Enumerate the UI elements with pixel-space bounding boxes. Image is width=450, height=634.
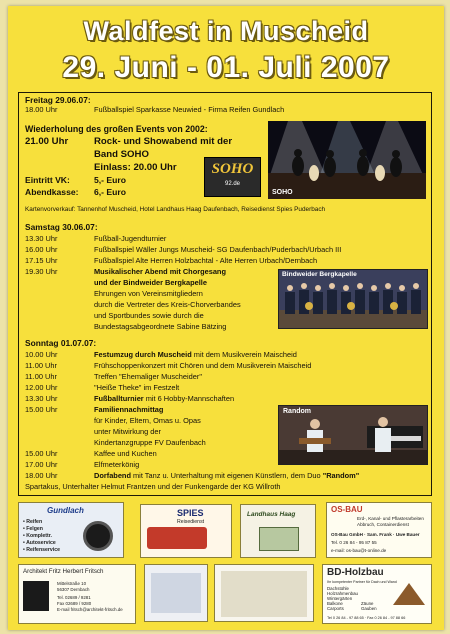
bd-item-5: Carports <box>327 606 344 611</box>
entry-price: 5,- Euro <box>94 175 126 185</box>
sat-cont-5: Bundestagsabgeordnete Sabine Bätzing <box>94 322 227 331</box>
saturday-heading: Samstag 30.06.07: <box>25 222 98 232</box>
soho-logo-sub: 92.de <box>224 181 240 187</box>
ad-architect <box>18 564 136 624</box>
friday-event: Fußballspiel Sparkasse Neuwied - Firma Reifen Gundlach <box>94 105 285 114</box>
gundlach-item-3: • Komplettr. <box>23 533 52 539</box>
poster-dates: 29. Juni - 01. Juli 2007 <box>62 51 390 84</box>
band-group-photo <box>278 269 428 329</box>
ad-gundlach <box>18 502 124 558</box>
architect-name: Architekt Fritz Herbert Fritsch <box>23 568 104 575</box>
sun-event-5 <box>94 395 234 404</box>
architect-line-3: Tel. 02689 / 9281 <box>57 595 91 600</box>
poster-title: Waldfest in Muscheid <box>83 16 369 46</box>
sun-time-7: 15.00 Uhr <box>25 449 58 458</box>
os-bau-line-4: Tel. 0 26 84 - 95 87 55 <box>331 540 377 545</box>
soho-logo-text: SOHO <box>211 161 254 177</box>
sun-fam-2: unter Mitwirkung der <box>94 427 161 436</box>
soho-photo-caption: SOHO <box>272 189 293 196</box>
sat-cont-1: und der Bindweider Bergkapelle <box>94 278 207 287</box>
landhaus-name: Landhaus Haag <box>247 511 296 518</box>
sun-event-5-rest: mit 6 Hobby-Mannschaften <box>143 394 235 403</box>
sun-time-4: 12.00 Uhr <box>25 383 58 392</box>
sun-event-1-rest: mit dem Musikverein Maischeid <box>191 350 297 359</box>
presale-info: Kartenvorverkauf: Tannenhof Muscheid, Hotel Landhaus Haag Daufenbach, Reisedienst Spies Puderbach <box>25 206 326 213</box>
bd-contact: Tel 0 26 84 - 97 88 65 · Fax 0 26 84 - 97 88 66 <box>327 616 406 620</box>
os-bau-line-3: OS-Bau GmbH · Sam. Frank · Uwe Bauer <box>331 532 420 537</box>
sat-event-2: Fußballspiel Wäller Jungs Muscheid- SG Daufenbach/Puderbach/Urbach III <box>94 245 342 254</box>
sunday-heading: Sonntag 01.07.07: <box>25 338 97 348</box>
bd-holzbau-sub: Ihr kompetenter Partner für Dach und Wand <box>327 580 397 584</box>
friday-heading: Freitag 29.06.07: <box>25 95 91 105</box>
repeat-line1: Rock- und Showabend mit der <box>94 136 233 147</box>
bd-item-4: Balkone <box>327 601 343 606</box>
soho-logo <box>204 157 261 197</box>
architect-line-4: Fax 02689 / 9280 <box>57 601 92 606</box>
repeat-line2: Band SOHO <box>94 149 149 160</box>
sat-time-2: 16.00 Uhr <box>25 245 58 254</box>
sun-time-1: 10.00 Uhr <box>25 350 58 359</box>
sun-event-2: Frühschoppenkonzert mit Chören und dem Musikverein Maischeid <box>94 361 312 370</box>
sun-event-4: "Heiße Theke" im Festzelt <box>94 383 180 392</box>
ad-bd-holzbau <box>322 564 432 624</box>
ad-small-2-graphic <box>221 571 307 617</box>
os-bau-line-1: Erd-, Kanal- und Pflasterarbeiten <box>357 516 424 521</box>
ad-small-1 <box>144 564 208 622</box>
sun-event-9 <box>94 472 359 481</box>
stage-lights-graphic <box>268 121 426 199</box>
band-group-graphic <box>279 270 427 328</box>
sun-time-8: 17.00 Uhr <box>25 460 58 469</box>
os-bau-line-5: e-mail: os-bau@t-online.de <box>331 548 387 553</box>
sun-fam-3: Kindertanzgruppe FV Daufenbach <box>94 438 206 447</box>
box-office-label: Abendkasse: <box>25 187 79 197</box>
sponsor-ads <box>18 502 432 624</box>
ad-spies <box>140 504 232 558</box>
architect-line-2: 56307 Dernbach <box>57 587 90 592</box>
sat-cont-4: und Sportbundes sowie durch die <box>94 311 204 320</box>
sun-time-6: 15.00 Uhr <box>25 405 58 414</box>
sun-time-5: 13.30 Uhr <box>25 394 58 403</box>
repeat-line3: Einlass: 20.00 Uhr <box>94 162 177 173</box>
gundlach-item-5: • Reifenservice <box>23 547 60 553</box>
sat-time-1: 13.30 Uhr <box>25 234 58 243</box>
sun-event-9-line2: Spartakus, Unterhalter Helmut Frantzen und der Funkengarde der KG Willroth <box>25 482 281 491</box>
sat-event-1: Fußball-Jugendturnier <box>94 234 167 243</box>
repeat-heading: Wiederholung des großen Events von 2002: <box>25 124 208 134</box>
gundlach-name: Gundlach <box>47 506 84 515</box>
sun-event-5-bold: Fußballturnier <box>94 394 144 403</box>
sun-time-9: 18.00 Uhr <box>25 471 58 480</box>
sat-time-4: 19.30 Uhr <box>25 267 58 276</box>
bd-holzbau-name: BD-Holzbau <box>327 567 384 578</box>
tire-icon <box>83 521 113 551</box>
duo-random-photo <box>278 405 428 465</box>
bd-item-3: Wintergärten <box>327 596 353 601</box>
sun-event-6: Familiennachmittag <box>94 405 164 414</box>
bus-icon <box>147 527 207 549</box>
entry-label: Eintritt VK: <box>25 175 70 185</box>
sun-event-1 <box>94 351 297 360</box>
house-icon <box>259 527 299 551</box>
spies-sub: Reisedienst <box>177 519 205 525</box>
gundlach-item-4: • Autoservice <box>23 540 56 546</box>
gundlach-item-1: • Reifen <box>23 519 43 525</box>
bd-item-2: Holzrahmenbau <box>327 591 358 596</box>
sun-event-3: Treffen "Ehemaliger Muscheider" <box>94 372 202 381</box>
sat-cont-3: durch die Vertreter des Kreis-Chorverbandes <box>94 300 241 309</box>
duo-photo-caption: Random <box>283 408 311 415</box>
friday-time: 18.00 Uhr <box>25 105 58 114</box>
ad-small-1-graphic <box>151 573 201 613</box>
program-box <box>18 92 432 496</box>
ad-small-2 <box>214 564 314 622</box>
sat-cont-2: Ehrungen von Vereinsmitgliedern <box>94 289 203 298</box>
sun-fam-1: für Kinder, Eltern, Omas u. Opas <box>94 416 201 425</box>
soho-stage-photo <box>268 121 426 199</box>
event-poster <box>8 6 444 630</box>
sun-time-2: 11.00 Uhr <box>25 361 57 370</box>
sat-event-3: Fußballspiel Alte Herren Holzbachtal - Alte Herren Urbach/Dernbach <box>94 256 318 265</box>
bd-item-1: Dachstühle <box>327 586 349 591</box>
ad-landhaus-haag <box>240 504 316 558</box>
bd-item-7: Zäune <box>361 601 374 606</box>
sun-event-9-duo: "Random" <box>322 471 360 480</box>
architect-logo-icon <box>23 581 49 611</box>
bd-item-6: Gauben <box>361 606 377 611</box>
gundlach-item-2: • Felgen <box>23 526 43 532</box>
sat-event-4: Musikalischer Abend mit Chorgesang <box>94 267 226 276</box>
sun-event-9-bold: Dorfabend <box>94 471 131 480</box>
spies-name: SPIES <box>177 508 204 518</box>
architect-line-5: E-mail fritsch@architekt-fritsch.de <box>57 607 123 612</box>
os-bau-name: OS-BAU <box>331 505 363 514</box>
band-photo-caption: Bindweider Bergkapelle <box>282 271 357 278</box>
ad-os-bau <box>326 502 432 558</box>
architect-line-1: Mittelstraße 10 <box>57 581 87 586</box>
repeat-time: 21.00 Uhr <box>25 136 69 147</box>
roof-icon <box>393 583 425 605</box>
os-bau-line-2: Abbruch, Containerdienst <box>357 522 409 527</box>
sat-time-3: 17.15 Uhr <box>25 256 58 265</box>
sun-event-7: Kaffee und Kuchen <box>94 449 157 458</box>
sun-time-3: 11.00 Uhr <box>25 372 57 381</box>
box-office-price: 6,- Euro <box>94 187 126 197</box>
sun-event-1-bold: Festumzug durch Muscheid <box>94 350 192 359</box>
sun-event-9-rest: mit Tanz u. Unterhaltung mit eigenen Künstlern, dem Duo <box>130 471 323 480</box>
sun-event-8: Elfmeterkönig <box>94 460 140 469</box>
